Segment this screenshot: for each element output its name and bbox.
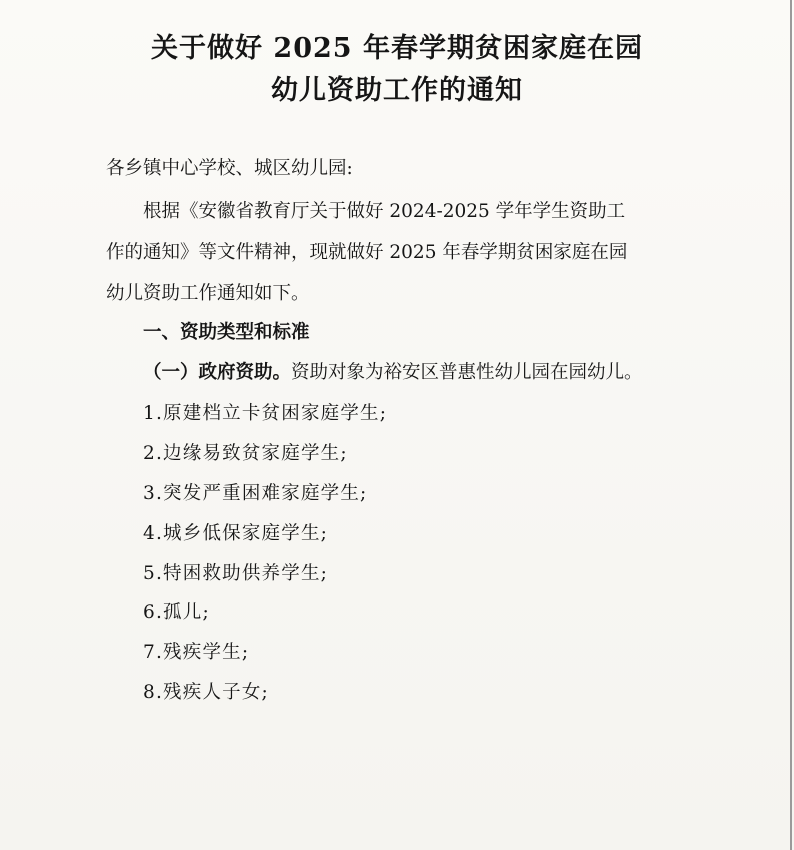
intro-line-2: 作的通知》等文件精神，现就做好 2025 年春学期贫困家庭在园: [106, 242, 628, 263]
list-item: 8.残疾人子女;: [143, 682, 269, 703]
notice-title-line-1: 关于做好 2025 年春学期贫困家庭在园: [151, 33, 643, 64]
list-item: 5.特困救助供养学生;: [143, 563, 329, 584]
list-item: 4.城乡低保家庭学生;: [143, 523, 329, 544]
subsection-1-text: 资助对象为裕安区普惠性幼儿园在园幼儿。: [291, 362, 643, 383]
subsection-1-paragraph: [143, 360, 643, 386]
list-item: 6.孤儿;: [143, 602, 210, 623]
list-item: 7.残疾学生;: [143, 642, 250, 663]
scan-edge-divider: [790, 0, 792, 850]
list-item: 1.原建档立卡贫困家庭学生;: [143, 403, 388, 424]
intro-line-1: 根据《安徽省教育厅关于做好 2024-2025 学年学生资助工: [143, 201, 626, 222]
section-1-heading: 一、资助类型和标准: [143, 322, 310, 343]
salutation: 各乡镇中心学校、城区幼儿园:: [106, 158, 353, 179]
intro-line-3: 幼儿资助工作通知如下。: [106, 283, 310, 304]
list-item: 2.边缘易致贫家庭学生;: [143, 443, 348, 464]
subsection-1-heading: （一）政府资助。: [143, 362, 292, 383]
notice-title-line-2: 幼儿资助工作的通知: [271, 75, 523, 106]
list-item: 3.突发严重困难家庭学生;: [143, 483, 368, 504]
